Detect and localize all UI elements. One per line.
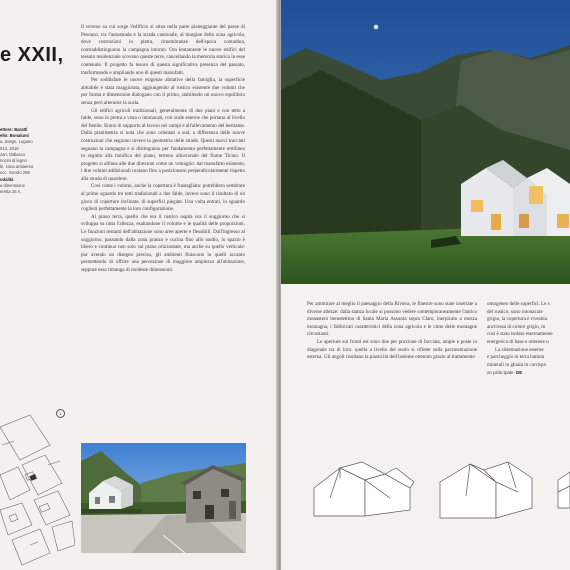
figure-number: 1 [56, 409, 65, 418]
end-mark: DE [516, 370, 523, 376]
paragraph: Le aperture sui fronti est sono due per porzione di facciata, ampie e poste in diagonale tra di loro: quella a livello del suolo si riflette sulla pavimentazione esterna. Gli angoli risultano la plasticità dell'insieme ottenuto grazie al trattamento [307, 338, 477, 361]
text-line: anch'essa di colore grigio, m [487, 323, 546, 330]
text-line: La sistemazione esterne [495, 346, 544, 353]
article-body-right-1 [307, 301, 477, 362]
axonometric-roof-drawing-1 [310, 458, 420, 528]
text-line: così è stato isolato esternamente [487, 331, 553, 338]
paragraph: Per soddisfare le nuove esigenze abitative della famiglia, la superficie abitabile è stata maggiorata, aggiungendo al rustico esistente due volumi che per forma e dimensione dialogano con il primo, stabilendo un nuovo equilibrio senza però alterarne la scala. [81, 77, 245, 106]
article-body-left [81, 24, 245, 275]
paragraph: Così come i volumi, anche la copertura è frastagliata: potrebbero sembrare al primo sguardo tre tetti tradizionali a due falde, invece sono il risultato di un gioco di coperture inclinate, di superfici piegate. Una volta entrati, lo sguardo coglierà perfettamente la loro configurazione. [81, 183, 245, 213]
project-credits [0, 127, 50, 195]
house-photo-dusk [281, 0, 570, 284]
credit-line: ettore: Baratti [0, 127, 28, 132]
credit-line: a, Zeitgn, Lugano [0, 139, 33, 145]
text-line: zo principale. DE [487, 370, 523, 377]
paragraph: Il terreno su cui sorge l'edificio si situa nella parte pianeggiante del paese di Pesonzo, tra l'autostrada e la strada cantonale, al margine della zona agricola, dove costruzioni in pietra, rimembranze dell'epoca contadina, contraddistinguono la campagna intorno. Ora lentamente le nuove edifici del tessuto residenziale scovano queste terre, cancellando la memoria storica in esse contenute. Il progetto fa tesoro di questa significativa presenza del passato, trasformando e ampliando uno di questi manufatti. [81, 24, 245, 76]
text-line: energetico di base e ottenere u [487, 338, 549, 345]
credit-line: ello: Bonalumi [0, 133, 29, 139]
credit-line: eretta 25 A, [0, 189, 22, 195]
paragraph: Gli edifici agricoli tradizionali, generalmente di due piani e con tetto a falde, sono in pietra a vista o intonacati, con scale esterne che portano al livello del fienile. Erano di supporto al lavoro nei campi e all'allevamento del bestiame. Dalla planimetria si nota che sono orientati a sud, a differenza delle nuove costruzioni che seguono invece la geometria delle strade. Questi nuovi tracciati segnano la campagna e si distinguono per l'andamento perfettamente rettilineo in seguito alla bonifica del piano, terreno alluvionale del fiume Ticino. Il progetto si allinea alle due direzioni come un ventaglio: dal manufatto esistente, i due volumi addizionali ruotano fino a posizionarsi perpendicolarmente rispetto alla strada di quartiere. [81, 107, 245, 182]
text-line: omogeneo delle superfici. Le s [487, 301, 550, 307]
credit-line: ecc. Secolo 295 [0, 170, 30, 176]
credit-line: 013, 2015 [0, 145, 19, 151]
paragraph: Al piano terra, quello che era il rustico ospita ora il soggiorno che si sviluppa su tutta l'altezza, esaltandone il volume e le qualità delle proporzioni. Le funzioni restanti dell'abitazione sono aree aperte e flessibili. Dall'ingresso al soggiorno, passando dalla zona pranzo e cucina fino allo studio, lo spazio è libero e continuo non solo sul piano orizzontale, ma anche su quello verticale: pur avendo un disegno preciso, gli ambienti fluiscono in quelli accanto permettendo di offrire una percezione di maggiore ampiezza all'abitazione, seppure essa rimanga di modeste dimensioni. [81, 213, 245, 273]
credit-line: zari, Dallasco [0, 151, 26, 157]
credit-line: odalità [0, 176, 14, 182]
credit-line: nocini di legno [0, 158, 27, 164]
credit-line: a dimensione [0, 182, 25, 188]
site-plan-drawing [0, 405, 75, 570]
text-line: del rustico, sono intonacate [487, 308, 543, 315]
house-photo-day [81, 443, 246, 553]
text-line: grigio, la copertura è rivestita [487, 316, 548, 323]
paragraph: Per ammirare al meglio il paesaggio della Riviera, le finestre sono state inseriate a diverse altezze: dalla stanza locale si possono vedere contemporaneamente l'antico monastero benedettino di Santa Maria Assunta sopra Claro, inerpicato a mezza montagna, i fabbricati caratteristici della zona agricola e le cime delle montagne circostanti. [307, 301, 477, 338]
axonometric-roof-drawing-3 [556, 470, 570, 510]
text-line: minerali in ghiaia in corrispo [487, 361, 547, 368]
credit-line: le, zona antiaerea [0, 164, 34, 170]
text-line: e parcheggio in terra battuta [487, 354, 545, 361]
article-body-right-2 [487, 301, 570, 378]
article-title: e XXII, [0, 44, 64, 66]
axonometric-roof-drawing-2 [436, 458, 536, 530]
left-page [0, 0, 278, 570]
